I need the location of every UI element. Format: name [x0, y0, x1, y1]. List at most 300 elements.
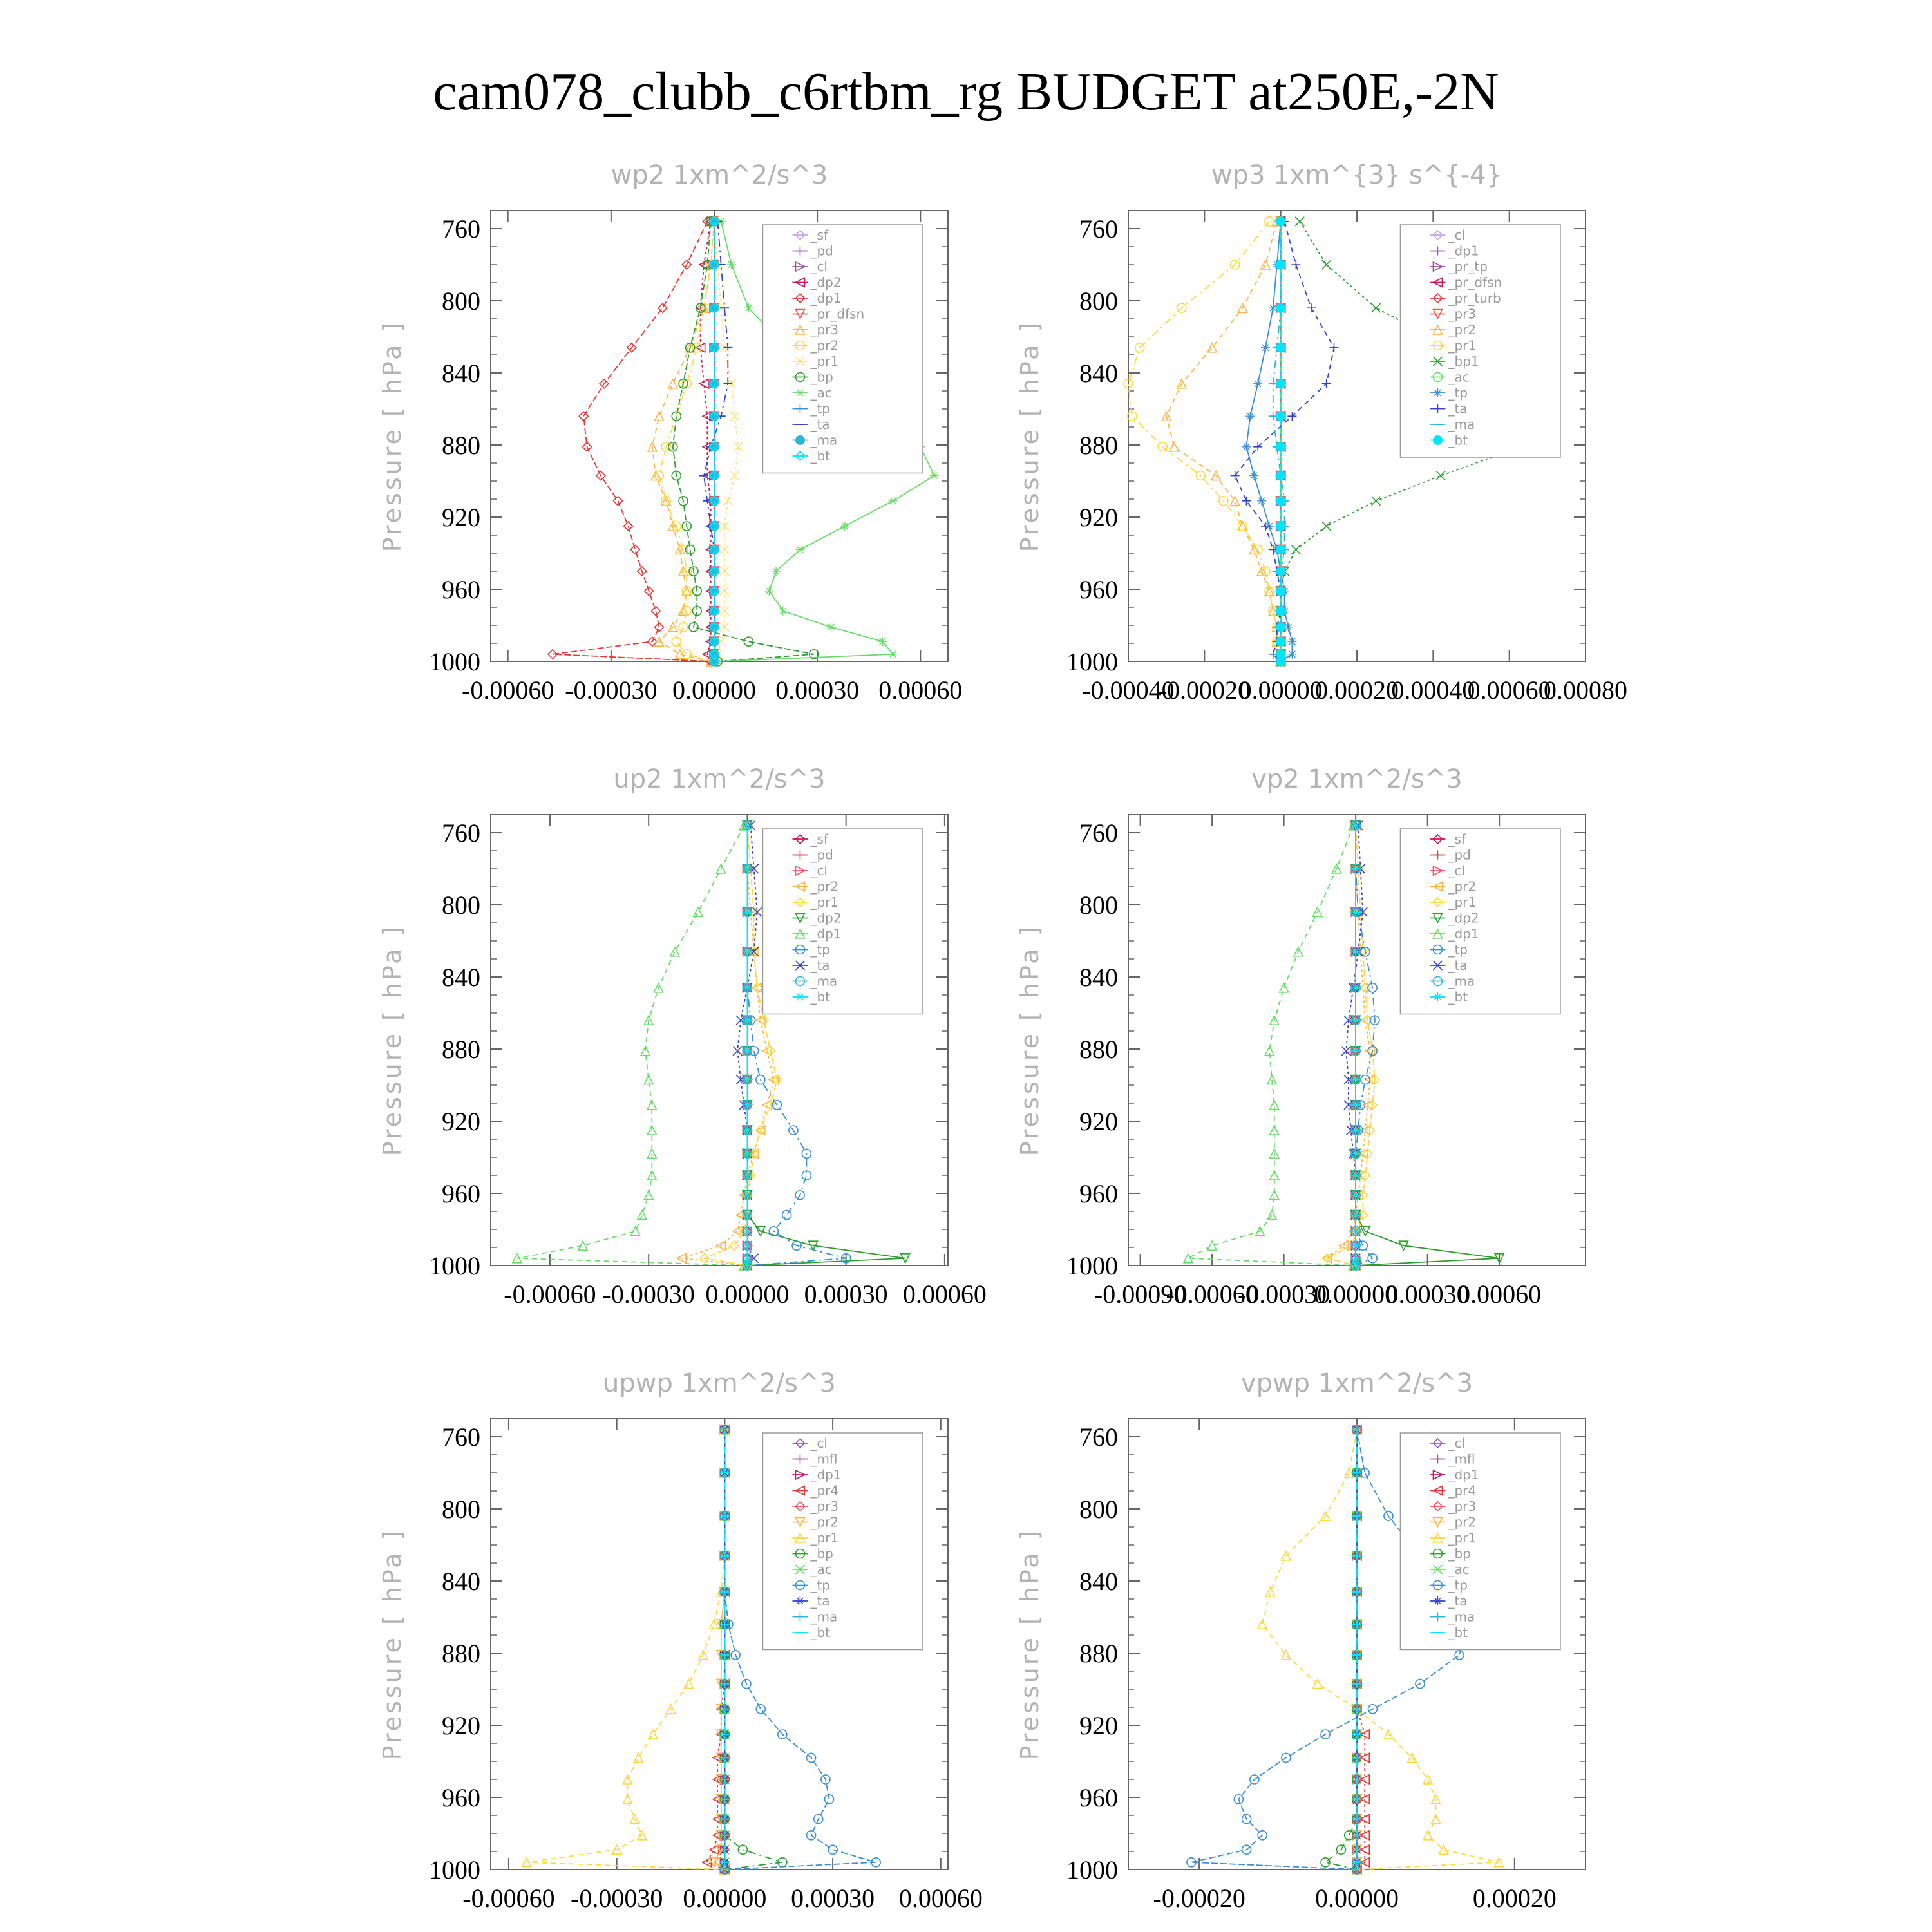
data-point	[720, 545, 729, 554]
panels-container	[378, 160, 1627, 1913]
legend-label: _pr4	[1448, 1482, 1477, 1499]
data-point	[1287, 637, 1296, 646]
legend-label: _dp1	[1448, 1467, 1479, 1482]
legend-label: _ta	[810, 417, 830, 432]
legend-label: _bt	[1448, 989, 1468, 1005]
data-point	[743, 1261, 752, 1270]
x-tick-label: 0.00030	[791, 1884, 875, 1913]
data-point	[889, 497, 898, 506]
data-point	[743, 864, 752, 873]
data-point	[1322, 522, 1331, 531]
legend-label: _ta	[1448, 401, 1468, 417]
x-tick-label: 0.00000	[705, 1280, 790, 1309]
legend-label: _tp	[810, 401, 830, 417]
legend	[1400, 829, 1560, 1014]
legend-label: _bt	[810, 989, 830, 1005]
legend-label: _pr_turb	[1448, 290, 1501, 306]
y-tick-label: 920	[442, 503, 480, 532]
panel-1	[378, 160, 962, 705]
series-line	[1128, 222, 1281, 661]
y-tick-label: 1000	[429, 647, 480, 676]
legend-label: _pr3	[1448, 306, 1477, 322]
legend-label: _tp	[1448, 942, 1468, 958]
legend-label: _bt	[810, 448, 830, 464]
legend-label: _pr2	[810, 337, 839, 354]
series-pr2	[1162, 217, 1285, 666]
legend-label: _pr2	[810, 1514, 839, 1530]
panel-title: wp3 1xm^{3} s^{-4}	[1211, 160, 1503, 190]
legend-label: _pr_dfsn	[1448, 274, 1502, 290]
legend-label: _pr2	[1448, 322, 1477, 337]
legend-label: _pr_tp	[1448, 259, 1488, 274]
legend-label: _pr1	[1448, 1530, 1477, 1546]
legend-label: _bt	[1448, 432, 1468, 448]
legend-label: _pd	[810, 847, 833, 863]
legend-label: _pr1	[810, 354, 839, 369]
data-point	[930, 471, 939, 480]
data-point	[670, 947, 679, 956]
series-dp1	[1184, 821, 1358, 1270]
legend-label: _pr2	[810, 878, 839, 895]
x-tick-label: 0.00040	[1391, 676, 1475, 705]
series-line	[714, 222, 738, 661]
legend-label: _pr4	[810, 1482, 839, 1499]
data-point	[1321, 1858, 1330, 1867]
x-tick-label: 0.00000	[1238, 676, 1323, 705]
legend-label: _pr_dfsn	[810, 306, 865, 322]
legend-label: _pr1	[1448, 337, 1477, 354]
legend-label: _dp1	[1448, 243, 1479, 259]
x-tick-label: 0.00030	[804, 1280, 888, 1309]
legend-box	[762, 225, 923, 473]
y-tick-label: 920	[442, 1107, 480, 1136]
data-point	[782, 1211, 791, 1220]
data-point	[578, 1241, 587, 1250]
data-point	[682, 650, 691, 659]
legend-label: _pr3	[810, 322, 839, 337]
data-point	[1276, 412, 1285, 421]
x-tick-label: -0.00060	[1166, 1280, 1258, 1309]
series-bt	[1351, 821, 1360, 1270]
x-tick-label: 0.00000	[1315, 1884, 1399, 1913]
x-tick-label: -0.00060	[462, 1884, 555, 1913]
series-line	[517, 826, 744, 1265]
legend-label: _pd	[810, 243, 833, 259]
legend-label: _pr1	[810, 1530, 839, 1546]
y-axis-label: Pressure [ hPa ]	[378, 319, 406, 553]
x-tick-label: -0.00020	[1158, 676, 1251, 705]
data-point	[756, 1705, 765, 1714]
x-tick-label: 0.00000	[683, 1884, 767, 1913]
y-tick-label: 760	[1079, 1423, 1118, 1452]
data-point	[1276, 217, 1285, 226]
data-point	[1330, 343, 1339, 352]
series-bt	[743, 821, 752, 1270]
x-tick-label: 0.00060	[1457, 1280, 1542, 1309]
legend-box	[762, 829, 923, 1014]
legend-label: _mfl	[810, 1451, 838, 1467]
data-point	[1276, 637, 1285, 646]
x-tick-label: 0.00000	[1314, 1280, 1398, 1309]
x-tick-label: -0.00040	[1082, 676, 1175, 705]
legend-box	[1400, 1433, 1560, 1650]
data-point	[1351, 1126, 1360, 1135]
y-axis-label: Pressure [ hPa ]	[378, 1528, 406, 1761]
legend-label: _pr2	[1448, 1514, 1477, 1530]
x-tick-label: 0.00080	[1544, 676, 1627, 705]
y-tick-label: 920	[1079, 503, 1118, 532]
data-point	[1242, 442, 1251, 451]
data-point	[1423, 1775, 1432, 1784]
data-point	[764, 587, 773, 596]
legend	[762, 225, 923, 473]
data-point	[672, 637, 681, 646]
data-point	[779, 607, 788, 616]
x-tick-label: -0.00090	[1094, 1280, 1187, 1309]
data-point	[655, 623, 664, 632]
series-dp1	[513, 821, 748, 1270]
y-tick-label: 760	[1079, 819, 1118, 848]
y-tick-label: 760	[442, 214, 480, 243]
legend-label: _bt	[810, 1625, 830, 1640]
y-tick-label: 920	[1079, 1107, 1118, 1136]
data-point	[649, 1730, 658, 1739]
data-point	[651, 607, 660, 616]
y-tick-label: 960	[1079, 1179, 1118, 1208]
data-point	[1307, 303, 1316, 312]
y-tick-label: 880	[1079, 1639, 1118, 1668]
data-point	[1276, 471, 1285, 480]
data-point	[1276, 497, 1285, 506]
data-point	[668, 379, 677, 388]
series-pr2	[1323, 821, 1375, 1270]
y-axis-label: Pressure [ hPa ]	[1016, 923, 1044, 1157]
y-tick-label: 1000	[1066, 1251, 1118, 1280]
data-point	[743, 1171, 752, 1180]
panel-title: vpwp 1xm^2/s^3	[1240, 1368, 1473, 1398]
x-tick-label: 0.00000	[672, 676, 756, 705]
data-point	[1276, 587, 1285, 596]
panel-title: vp2 1xm^2/s^3	[1251, 764, 1463, 794]
legend-label: _cl	[810, 259, 828, 274]
data-point	[1261, 260, 1270, 269]
legend-label: _ta	[810, 958, 830, 973]
legend-label: _bp	[810, 369, 833, 385]
data-point	[631, 1227, 640, 1236]
x-tick-label: -0.00020	[1153, 1884, 1245, 1913]
y-tick-label: 920	[1079, 1711, 1118, 1740]
legend-label: _ma	[810, 1609, 838, 1625]
data-point	[1276, 607, 1285, 616]
legend-marker	[1433, 992, 1442, 1001]
series-pr1	[1124, 217, 1285, 666]
panel-title: up2 1xm^2/s^3	[613, 764, 826, 794]
data-point	[1372, 497, 1381, 506]
x-tick-label: 0.00020	[1472, 1884, 1557, 1913]
legend-label: _bp	[1448, 1546, 1471, 1562]
legend-label: _cl	[1448, 1435, 1466, 1451]
legend-label: _ma	[1448, 417, 1475, 432]
y-axis-label: Pressure [ hPa ]	[378, 923, 406, 1157]
legend	[1400, 225, 1560, 457]
data-point	[1455, 1651, 1464, 1660]
legend-marker	[1433, 388, 1442, 397]
data-point	[1322, 260, 1331, 269]
data-point	[1265, 1587, 1274, 1596]
legend	[762, 1433, 923, 1650]
y-axis-label: Pressure [ hPa ]	[1016, 1528, 1044, 1761]
y-tick-label: 840	[442, 963, 480, 992]
legend-label: _pr3	[810, 1499, 839, 1514]
data-point	[655, 412, 664, 421]
data-point	[694, 907, 703, 916]
y-tick-label: 960	[442, 1783, 480, 1812]
legend-label: _cl	[1448, 863, 1466, 878]
series-ta	[1341, 821, 1367, 1270]
data-point	[1245, 412, 1255, 421]
data-point	[1265, 217, 1274, 226]
data-point	[1276, 343, 1285, 352]
data-point	[1322, 379, 1331, 388]
data-point	[1276, 567, 1285, 576]
x-tick-label: 0.00060	[878, 676, 963, 705]
x-tick-label: -0.00030	[1237, 1280, 1331, 1309]
legend	[762, 829, 923, 1014]
legend-label: _pr1	[810, 895, 839, 910]
legend-label: _sf	[810, 227, 828, 243]
y-tick-label: 1000	[1066, 647, 1118, 676]
legend-label: _dp1	[1448, 926, 1479, 942]
legend-label: _cl	[1448, 227, 1466, 243]
x-tick-label: 0.00020	[1315, 676, 1399, 705]
series-pr2	[655, 217, 719, 666]
y-tick-label: 960	[1079, 1783, 1118, 1812]
legend-label: _dp1	[810, 1467, 842, 1482]
legend-label: _ta	[1448, 958, 1468, 973]
data-point	[1257, 497, 1266, 506]
legend-label: _tp	[1448, 1577, 1468, 1593]
data-point	[1261, 343, 1270, 352]
data-point	[1351, 1149, 1360, 1158]
data-point	[638, 1211, 647, 1220]
legend-label: _ta	[1448, 1593, 1468, 1609]
data-point	[743, 1211, 752, 1220]
data-point	[634, 1753, 643, 1762]
data-point	[743, 1126, 752, 1135]
y-tick-label: 800	[442, 1495, 480, 1524]
panel-title: upwp 1xm^2/s^3	[603, 1368, 836, 1398]
y-tick-label: 760	[442, 1423, 480, 1452]
data-point	[738, 1845, 747, 1854]
legend-label: _tp	[810, 942, 830, 958]
legend-label: _cl	[810, 863, 828, 878]
y-tick-label: 880	[1079, 1035, 1118, 1064]
series-pr1	[1323, 821, 1379, 1270]
x-tick-label: 0.00030	[775, 676, 860, 705]
legend-label: _dp2	[1448, 910, 1479, 926]
data-point	[1276, 442, 1285, 451]
y-tick-label: 840	[1079, 359, 1118, 388]
x-tick-label: 0.00060	[1467, 676, 1551, 705]
data-point	[1276, 260, 1285, 269]
legend-label: _ma	[810, 432, 838, 448]
data-point	[720, 587, 729, 596]
series-tp	[1242, 217, 1296, 666]
y-tick-label: 960	[442, 1179, 480, 1208]
legend-label: _bp	[810, 1546, 833, 1562]
y-tick-label: 800	[1079, 891, 1118, 920]
data-point	[1242, 497, 1251, 506]
series-line	[681, 826, 773, 1265]
y-tick-label: 840	[1079, 963, 1118, 992]
data-point	[1351, 1075, 1360, 1084]
legend	[1400, 1433, 1560, 1650]
series-pr3	[648, 217, 719, 666]
data-point	[1253, 379, 1262, 388]
legend-label: _ma	[1448, 973, 1475, 989]
y-tick-label: 760	[442, 819, 480, 848]
y-tick-label: 800	[442, 287, 480, 316]
data-point	[743, 1149, 752, 1158]
panel-3	[378, 764, 987, 1309]
legend-label: _ta	[810, 1593, 830, 1609]
legend-label: _dp2	[810, 910, 842, 926]
x-tick-label: 0.00060	[902, 1280, 987, 1309]
data-point	[826, 623, 835, 632]
y-tick-label: 800	[1079, 1495, 1118, 1524]
series-dp1	[548, 217, 715, 666]
legend-label: _tp	[1448, 385, 1468, 401]
legend-box	[1400, 829, 1560, 1014]
series-pd	[739, 821, 752, 1270]
figure-title: cam078_clubb_c6rtbm_rg BUDGET at250E,-2N	[433, 62, 1499, 122]
data-point	[744, 637, 753, 646]
data-point	[1295, 217, 1304, 226]
data-point	[1238, 522, 1247, 531]
data-point	[1287, 650, 1296, 659]
data-point	[1276, 379, 1285, 388]
legend-label: _pr1	[1448, 895, 1477, 910]
data-point	[1249, 471, 1258, 480]
y-tick-label: 1000	[429, 1855, 480, 1884]
y-tick-label: 840	[442, 359, 480, 388]
series-dp2	[696, 217, 715, 666]
x-tick-label: -0.00060	[504, 1280, 596, 1309]
data-point	[1276, 623, 1285, 632]
data-point	[1276, 545, 1285, 554]
data-point	[679, 623, 688, 632]
legend-label: _ac	[810, 1562, 832, 1577]
data-point	[1287, 412, 1296, 421]
legend-label: _dp2	[810, 274, 842, 290]
data-point	[743, 1075, 752, 1084]
data-point	[1351, 1211, 1360, 1220]
data-point	[1170, 442, 1179, 451]
data-point	[684, 1680, 693, 1689]
data-point	[1291, 545, 1300, 554]
legend-label: _ma	[1448, 1609, 1475, 1625]
legend-label: _ac	[810, 385, 832, 401]
data-point	[1291, 260, 1300, 269]
legend-box	[762, 1433, 923, 1650]
data-point	[1276, 657, 1285, 666]
data-point	[1351, 1171, 1360, 1180]
data-point	[1351, 864, 1360, 873]
data-point	[1158, 442, 1167, 451]
data-point	[1276, 522, 1285, 531]
legend-label: _cl	[810, 1435, 828, 1451]
legend-label: _pd	[1448, 847, 1471, 863]
data-point	[840, 522, 849, 531]
legend-marker	[795, 436, 804, 445]
data-point	[1351, 1261, 1360, 1270]
x-tick-label: 0.00030	[1385, 1280, 1470, 1309]
series-pr1	[522, 1425, 729, 1874]
series-pr2	[710, 1425, 730, 1874]
y-tick-label: 800	[442, 891, 480, 920]
panel-6	[1016, 1368, 1586, 1913]
y-tick-label: 840	[1079, 1567, 1118, 1596]
series-bp	[1321, 1425, 1361, 1874]
y-tick-label: 800	[1079, 287, 1118, 316]
data-point	[1436, 471, 1445, 480]
legend-label: _bp1	[1448, 354, 1479, 369]
x-tick-label: 0.00060	[898, 1884, 983, 1913]
x-tick-label: -0.00030	[565, 676, 658, 705]
panel-4	[1016, 764, 1586, 1309]
y-tick-label: 1000	[429, 1251, 480, 1280]
x-tick-label: -0.00030	[571, 1884, 663, 1913]
legend-marker	[1433, 436, 1442, 445]
data-point	[630, 545, 639, 554]
x-tick-label: -0.00030	[602, 1280, 695, 1309]
data-point	[1372, 303, 1381, 312]
data-point	[720, 607, 729, 616]
y-tick-label: 880	[1079, 431, 1118, 460]
panel-title: wp2 1xm^2/s^3	[611, 160, 828, 190]
y-tick-label: 960	[1079, 575, 1118, 604]
data-point	[1231, 497, 1240, 506]
series-pr4	[1352, 1425, 1369, 1874]
legend-label: _mfl	[1448, 1451, 1475, 1467]
legend-label: _tp	[810, 1577, 830, 1593]
x-tick-label: -0.00060	[462, 676, 554, 705]
legend-label: _dp1	[810, 290, 842, 306]
legend-label: _dp1	[810, 926, 842, 942]
data-point	[720, 623, 729, 632]
data-point	[1208, 1241, 1217, 1250]
panel-2	[1016, 160, 1627, 705]
y-tick-label: 960	[442, 575, 480, 604]
y-tick-label: 880	[442, 431, 480, 460]
legend-label: _ac	[1448, 369, 1470, 385]
legend-label: _bt	[1448, 1625, 1468, 1640]
legend-marker	[1433, 1596, 1442, 1605]
y-tick-label: 880	[442, 1035, 480, 1064]
legend-label: _sf	[810, 831, 828, 847]
y-axis-label: Pressure [ hPa ]	[1016, 319, 1044, 553]
panel-5	[378, 1368, 983, 1913]
y-tick-label: 920	[442, 1711, 480, 1740]
y-tick-label: 840	[442, 1567, 480, 1596]
legend-label: _ac	[1448, 1562, 1470, 1577]
series-line	[1166, 222, 1281, 661]
data-point	[1280, 983, 1289, 992]
legend-label: _ma	[810, 973, 838, 989]
data-point	[1276, 303, 1285, 312]
y-tick-label: 880	[442, 1639, 480, 1668]
data-point	[727, 260, 736, 269]
